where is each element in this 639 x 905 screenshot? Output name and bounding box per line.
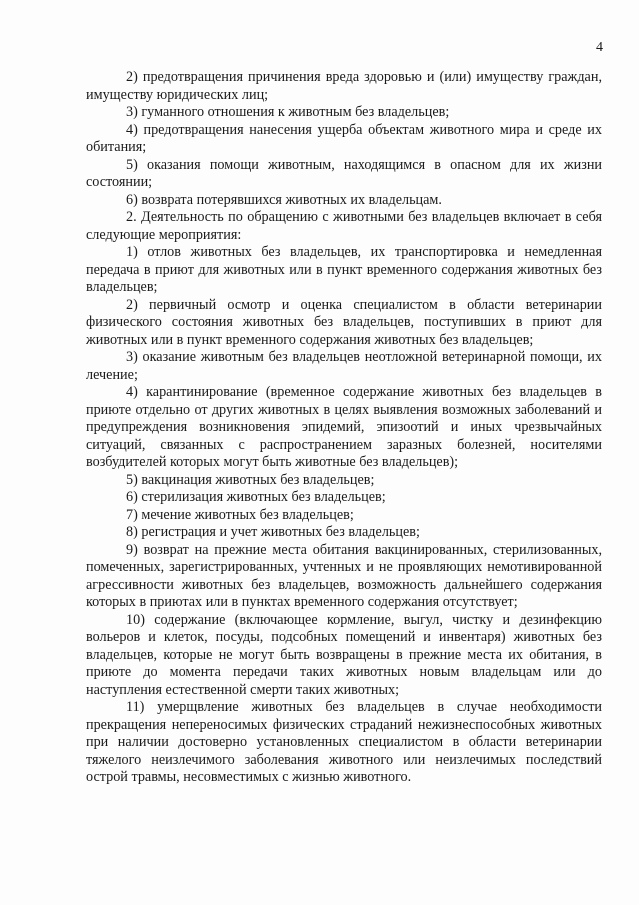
- paragraph: 6) стерилизация животных без владельцев;: [126, 489, 386, 505]
- paragraph: 1) отлов животных без владельцев, их транспортировка и немедленная передача в приют для животных или в пункт временного содержания животных без владельцев;: [86, 244, 602, 295]
- paragraph: 6) возврата потерявшихся животных их владельцам.: [126, 191, 442, 208]
- paragraph: 8) регистрация и учет животных без владельцев;: [126, 524, 420, 540]
- paragraph: 3) оказание животным без владельцев неотложной ветеринарной помощи, их лечение;: [86, 349, 602, 383]
- paragraph: 11) умерщвление животных без владельцев в случае необходимости прекращения непереносимых физических страданий нежизнеспособных животных при наличии достоверно установленных специалистом в области ветеринарии тяжелого неизлечимого заболевания животного или неизлечимых последствий острой травмы, несовместимых с жизнью животного.: [86, 699, 602, 785]
- page-number: 4: [596, 40, 603, 55]
- paragraph: 4) предотвращения нанесения ущерба объектам животного мира и среде их обитания;: [86, 121, 602, 155]
- document-body: [86, 69, 602, 787]
- paragraph: 9) возврат на прежние места обитания вакцинированных, стерилизованных, помеченных, зарегистрированных, учтенных и не проявляющих немотивированной агрессивности животных без владельцев, возможность дальнейшего содержания которых в приютах или в пунктах временного содержания отсутствует;: [86, 541, 602, 610]
- paragraph: 2. Деятельность по обращению с животными без владельцев включает в себя следующие мероприятия:: [86, 209, 602, 243]
- paragraph: 2) первичный осмотр и оценка специалистом в области ветеринарии физического состояния животных без владельцев, поступивших в приют для животных или в пункт временного содержания животных без владельцев;: [86, 296, 602, 348]
- paragraph: 10) содержание (включающее кормление, выгул, чистку и дезинфекцию вольеров и клеток, посуды, подсобных помещений и инвентаря) животных без владельцев, которые не могут быть возвращены в прежние места их обитания, в приюте до момента передачи таких животных новым владельцам или до наступления естественной смерти таких животных;: [86, 611, 602, 698]
- paragraph: 3) гуманного отношения к животным без владельцев;: [126, 104, 450, 120]
- paragraph: 7) мечение животных без владельцев;: [126, 506, 354, 523]
- paragraph: 2) предотвращения причинения вреда здоровью и (или) имуществу граждан, имуществу юридических лиц;: [86, 69, 602, 103]
- paragraph: 5) вакцинация животных без владельцев;: [126, 471, 375, 488]
- paragraph: 4) карантинирование (временное содержание животных без владельцев в приюте отдельно от других животных в целях выявления возможных заболеваний и предупреждения возникновения эпидемий, эпизоотий и иных чрезвычайных ситуаций, связанных с распространением заразных болезней, носителями возбудителей которых могут быть животные без владельцев);: [86, 384, 602, 470]
- paragraph: 5) оказания помощи животным, находящимся в опасном для их жизни состоянии;: [86, 156, 602, 190]
